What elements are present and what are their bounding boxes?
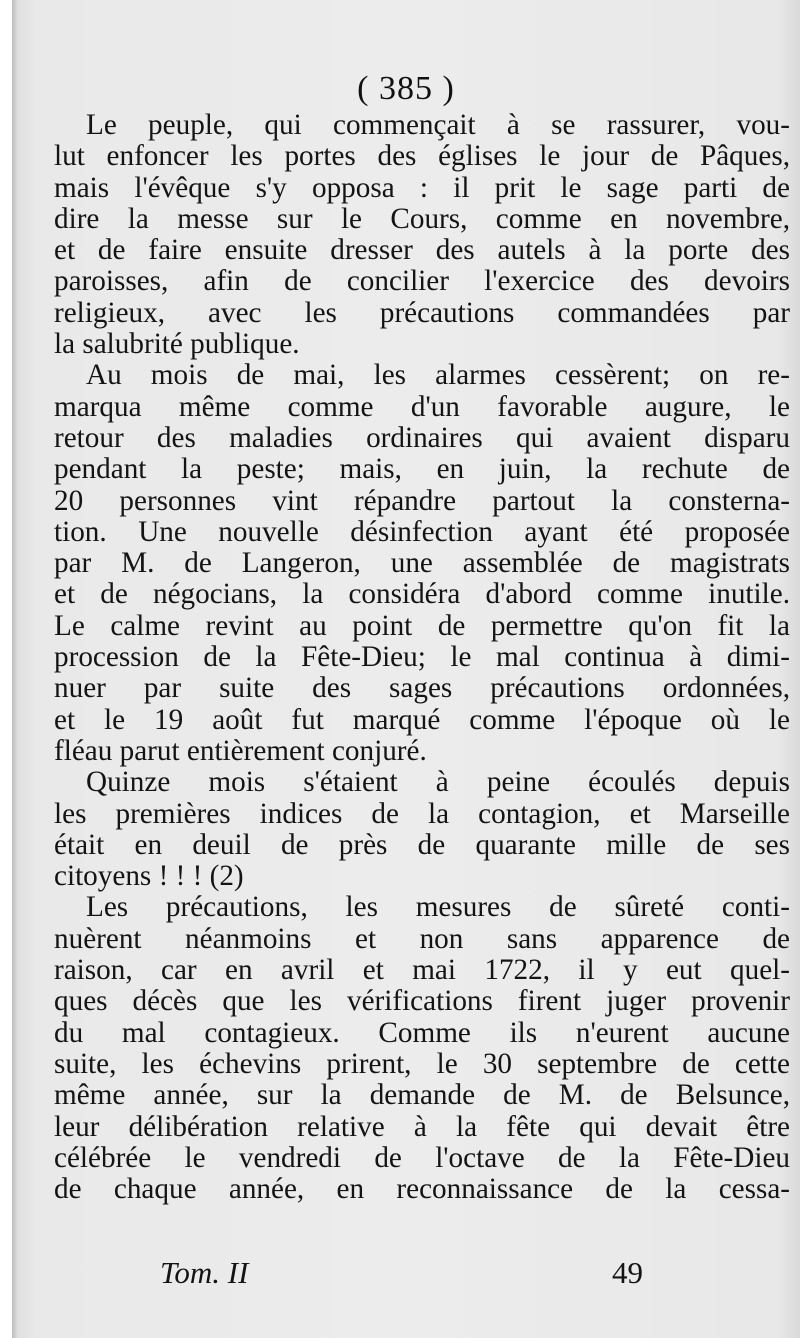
text-line: 20 personnes vint répandre partout la consterna- (54, 484, 790, 517)
signature-mark: 49 (612, 1255, 643, 1290)
text-line: leur délibération relative à la fête qui devait être (54, 1110, 790, 1143)
text-line: la salubrité publique. (54, 328, 300, 361)
book-page (12, 0, 800, 1338)
text-line: même année, sur la demande de M. de Belsunce, (54, 1079, 790, 1112)
text-line: tion. Une nouvelle désinfection ayant été proposée (54, 515, 790, 548)
text-line: nuer par suite des sages précautions ordonnées, (54, 672, 790, 705)
page-body-text (54, 110, 790, 1205)
text-line: paroisses, afin de concilier l'exercice des devoirs (54, 265, 790, 298)
text-line: par M. de Langeron, une assemblée de magistrats (54, 547, 790, 580)
text-line: pendant la peste; mais, en juin, la rechute de (54, 453, 790, 486)
volume-label: Tom. II (160, 1255, 249, 1290)
text-line: dire la messe sur le Cours, comme en novembre, (54, 202, 790, 235)
text-line: Le peuple, qui commençait à se rassurer, vou- (86, 109, 790, 141)
page-number-header: ( 385 ) (357, 70, 455, 107)
text-line: Au mois de mai, les alarmes cessèrent; on re- (86, 359, 790, 392)
text-line: était en deuil de près de quarante mille de ses (54, 828, 790, 861)
text-line: et de faire ensuite dresser des autels à la porte des (54, 234, 790, 267)
text-line: raison, car en avril et mai 1722, il y eut quel- (54, 954, 790, 987)
text-line: procession de la Fête-Dieu; le mal continua à dimi- (54, 641, 790, 674)
page-footer (12, 1255, 800, 1295)
text-line: les premières indices de la contagion, et Marseille (54, 797, 790, 830)
text-line: Quinze mois s'étaient à peine écoulés depuis (86, 766, 790, 799)
text-line: marqua même comme d'un favorable augure, le (54, 390, 790, 423)
text-line: célébrée le vendredi de l'octave de la Fête-Dieu (54, 1141, 790, 1174)
text-line: Les précautions, les mesures de sûreté conti- (86, 891, 790, 924)
text-line: religieux, avec les précautions commandées par (54, 296, 790, 329)
text-line: citoyens ! ! ! (2) (54, 860, 244, 893)
text-line: retour des maladies ordinaires qui avaient disparu (54, 421, 790, 454)
text-line: suite, les échevins prirent, le 30 septembre de cette (54, 1047, 790, 1080)
text-line: nuèrent néanmoins et non sans apparence de (54, 922, 790, 955)
text-line: fléau parut entièrement conjuré. (54, 734, 427, 767)
text-line: mais l'évêque s'y opposa : il prit le sage parti de (54, 171, 790, 204)
text-line: lut enfoncer les portes des églises le jour de Pâques, (54, 140, 790, 173)
text-line: ques décès que les vérifications firent juger provenir (54, 985, 790, 1018)
text-line: et de négocians, la considéra d'abord comme inutile. (54, 578, 790, 611)
text-line: du mal contagieux. Comme ils n'eurent aucune (54, 1016, 790, 1049)
text-line: Le calme revint au point de permettre qu'on fit la (54, 609, 790, 642)
text-line: et le 19 août fut marqué comme l'époque où le (54, 703, 790, 736)
text-line: de chaque année, en reconnaissance de la cessa- (54, 1173, 790, 1206)
